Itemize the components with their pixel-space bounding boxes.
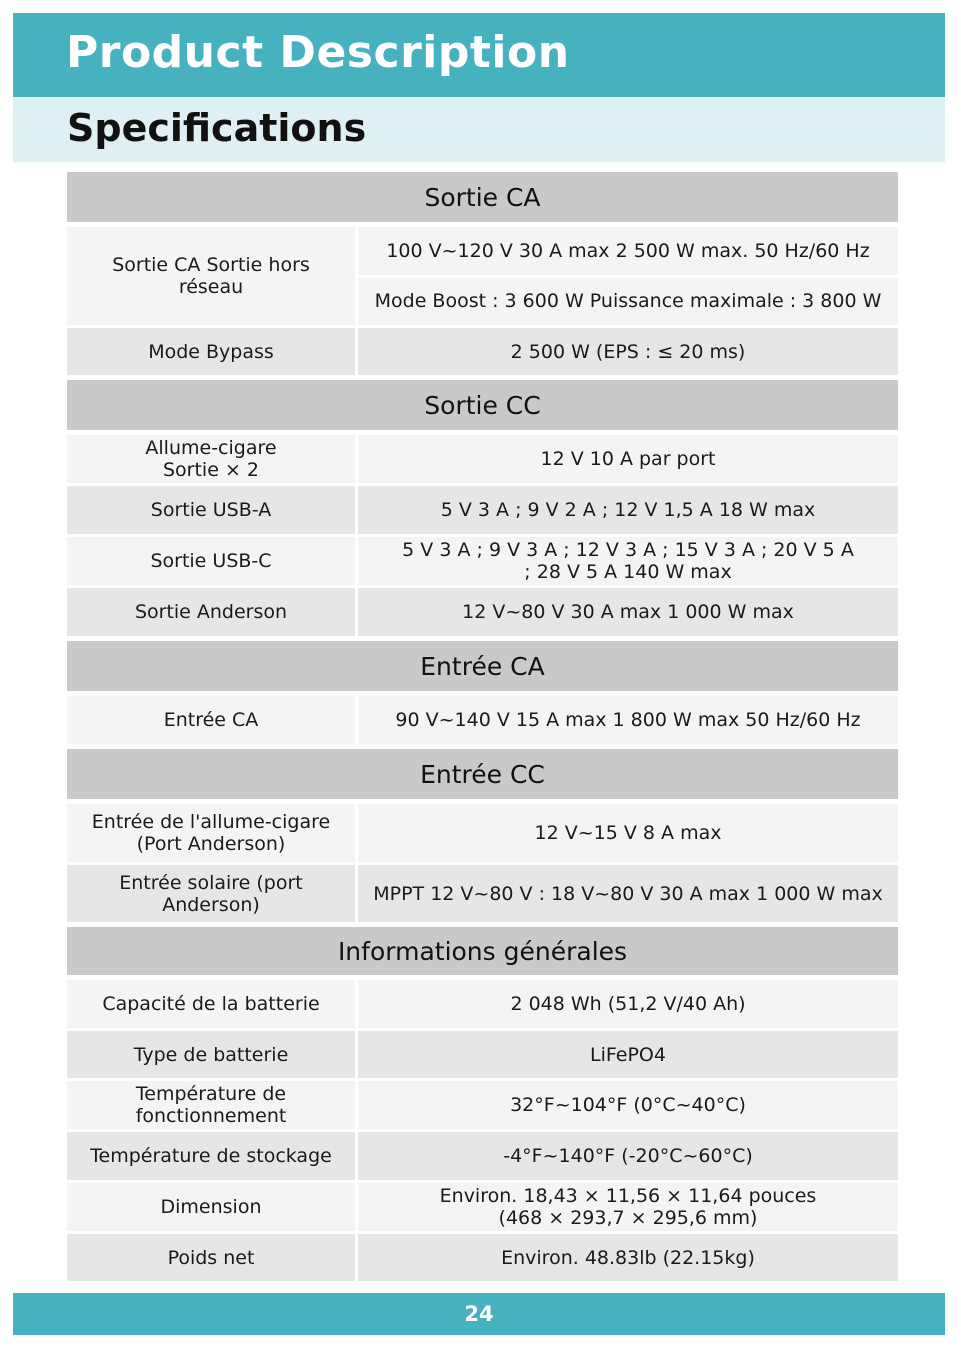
row-label: Type de batterie — [67, 1031, 355, 1078]
table-row — [67, 435, 898, 483]
row-label: Allume-cigare Sortie × 2 — [67, 435, 355, 483]
table-row — [67, 1132, 898, 1180]
row-label: Entrée solaire (port Anderson) — [67, 865, 355, 922]
table-row — [67, 328, 898, 375]
page-title: Product Description — [66, 27, 570, 78]
row-label: Sortie USB-C — [67, 537, 355, 585]
page-number: 24 — [464, 1302, 494, 1326]
row-value: 12 V 10 A par port — [358, 435, 898, 483]
row-values — [358, 865, 898, 922]
section-header-sortie-cc: Sortie CC — [67, 380, 898, 430]
table-row — [67, 1031, 898, 1078]
header-banner — [13, 13, 945, 97]
subheader-bar — [13, 97, 945, 162]
row-values — [358, 328, 898, 375]
row-value: MPPT 12 V~80 V : 18 V~80 V 30 A max 1 000 W max — [358, 865, 898, 922]
table-row — [67, 696, 898, 744]
section-header-entree-cc: Entrée CC — [67, 749, 898, 799]
table-row — [67, 588, 898, 636]
row-label: Poids net — [67, 1234, 355, 1281]
row-value: 100 V~120 V 30 A max 2 500 W max. 50 Hz/60 Hz — [358, 227, 898, 275]
table-row — [67, 1081, 898, 1129]
section-header-entree-ca: Entrée CA — [67, 641, 898, 691]
row-value: 12 V~80 V 30 A max 1 000 W max — [358, 588, 898, 636]
table-row — [67, 865, 898, 922]
row-label: Entrée de l'allume-cigare (Port Anderson) — [67, 804, 355, 862]
section-heading: Specifications — [67, 106, 367, 150]
row-value: Environ. 48.83lb (22.15kg) — [358, 1234, 898, 1281]
row-value: 2 048 Wh (51,2 V/40 Ah) — [358, 980, 898, 1028]
row-label: Sortie CA Sortie hors réseau — [67, 227, 355, 325]
row-values — [358, 435, 898, 483]
row-value: 2 500 W (EPS : ≤ 20 ms) — [358, 328, 898, 375]
table-row — [67, 227, 898, 325]
row-values — [358, 588, 898, 636]
row-values — [358, 227, 898, 325]
table-row — [67, 537, 898, 585]
row-values — [358, 1031, 898, 1078]
row-value: 5 V 3 A ; 9 V 3 A ; 12 V 3 A ; 15 V 3 A ; 20 V 5 A ; 28 V 5 A 140 W max — [358, 537, 898, 585]
table-row — [67, 1234, 898, 1281]
row-value: LiFePO4 — [358, 1031, 898, 1078]
row-label: Sortie USB-A — [67, 486, 355, 534]
row-value: Mode Boost : 3 600 W Puissance maximale : 3 800 W — [358, 278, 898, 326]
row-values — [358, 537, 898, 585]
row-value: 5 V 3 A ; 9 V 2 A ; 12 V 1,5 A 18 W max — [358, 486, 898, 534]
row-value: 90 V~140 V 15 A max 1 800 W max 50 Hz/60 Hz — [358, 696, 898, 744]
section-header-sortie-ca: Sortie CA — [67, 172, 898, 222]
row-values — [358, 1132, 898, 1180]
row-label: Sortie Anderson — [67, 588, 355, 636]
table-row — [67, 980, 898, 1028]
footer-bar — [13, 1293, 945, 1335]
row-values — [358, 980, 898, 1028]
specifications-table — [67, 172, 898, 1286]
table-row — [67, 804, 898, 862]
row-value: -4°F~140°F (-20°C~60°C) — [358, 1132, 898, 1180]
row-values — [358, 1183, 898, 1231]
row-label: Dimension — [67, 1183, 355, 1231]
row-value: 32°F~104°F (0°C~40°C) — [358, 1081, 898, 1129]
row-label: Mode Bypass — [67, 328, 355, 375]
row-values — [358, 486, 898, 534]
row-value: 12 V~15 V 8 A max — [358, 804, 898, 862]
row-values — [358, 1081, 898, 1129]
row-label: Entrée CA — [67, 696, 355, 744]
row-label: Température de fonctionnement — [67, 1081, 355, 1129]
row-label: Température de stockage — [67, 1132, 355, 1180]
table-row — [67, 486, 898, 534]
row-values — [358, 804, 898, 862]
section-header-informations-generales: Informations générales — [67, 927, 898, 975]
row-values — [358, 696, 898, 744]
row-value: Environ. 18,43 × 11,56 × 11,64 pouces (468 × 293,7 × 295,6 mm) — [358, 1183, 898, 1231]
row-values — [358, 1234, 898, 1281]
table-row — [67, 1183, 898, 1231]
row-label: Capacité de la batterie — [67, 980, 355, 1028]
